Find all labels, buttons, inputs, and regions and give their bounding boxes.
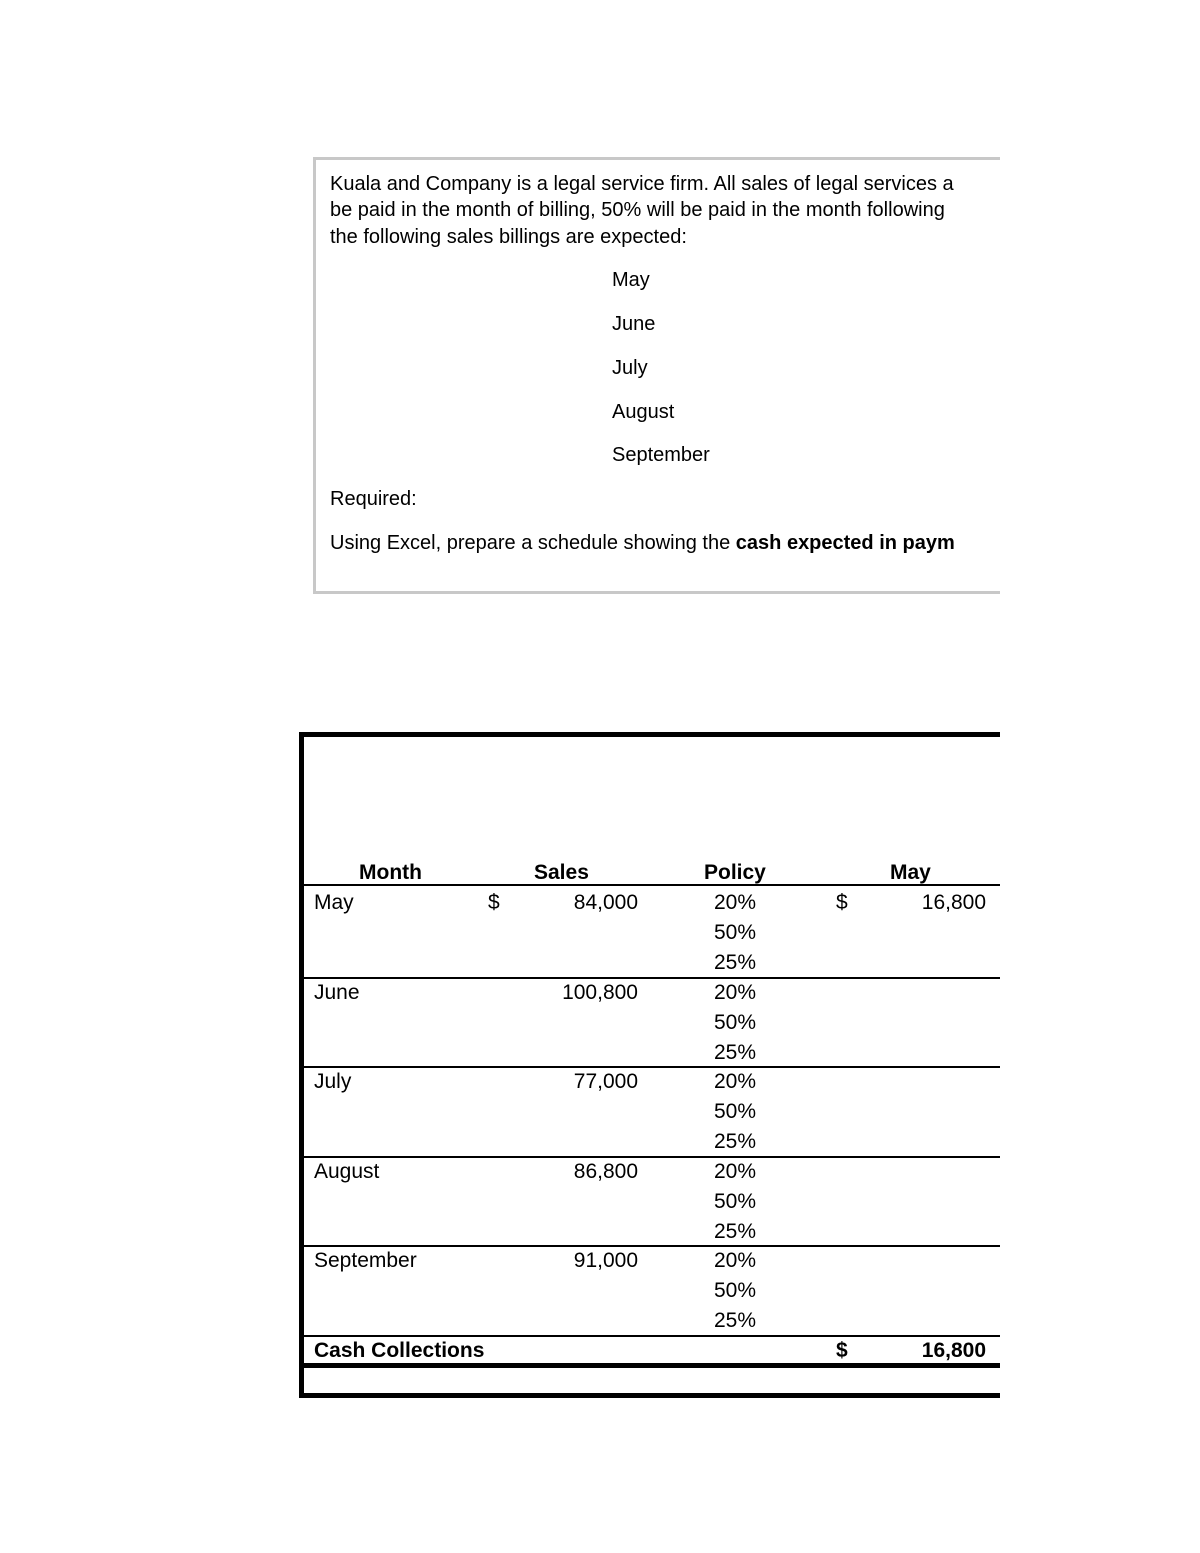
sales-june: 100,800 [562, 981, 638, 1004]
sales-july: 77,000 [573, 1070, 638, 1093]
sales-august: 86,800 [573, 1160, 638, 1183]
policy-july-3: 25% [714, 1130, 757, 1153]
policy-august-1: 20% [714, 1160, 757, 1183]
total-dollar-sign: $ [836, 1339, 848, 1362]
billing-month-july: July [612, 357, 648, 379]
policy-august-3: 25% [714, 1220, 757, 1243]
page-crop-edge [1000, 0, 1200, 1553]
cash-collections-schedule [299, 732, 1019, 1398]
row-divider [304, 977, 1019, 979]
policy-july-2: 50% [714, 1100, 757, 1123]
problem-statement-box [313, 157, 1013, 594]
sales-september: 91,000 [573, 1249, 638, 1272]
row-divider [304, 1066, 1019, 1068]
policy-september-2: 50% [714, 1279, 757, 1302]
billing-month-september: September [612, 444, 710, 466]
header-may: May [890, 861, 931, 884]
row-divider [304, 1156, 1019, 1158]
policy-may-3: 25% [714, 951, 757, 974]
policy-may-2: 50% [714, 921, 757, 944]
policy-june-1: 20% [714, 981, 757, 1004]
policy-july-1: 20% [714, 1070, 757, 1093]
policy-september-1: 20% [714, 1249, 757, 1272]
row-month-september: September [314, 1249, 417, 1272]
header-month: Month [359, 861, 422, 884]
sales-dollar-sign: $ [488, 891, 500, 914]
total-double-underline [304, 1363, 1019, 1368]
billing-month-august: August [612, 401, 675, 423]
policy-september-3: 25% [714, 1309, 757, 1332]
sales-may: 84,000 [573, 891, 638, 914]
instruction-prefix: Using Excel, prepare a schedule showing the [330, 532, 736, 554]
header-sales: Sales [534, 861, 589, 884]
row-month-august: August [314, 1160, 380, 1183]
policy-june-3: 25% [714, 1041, 757, 1064]
header-divider [304, 884, 1019, 886]
policy-june-2: 50% [714, 1011, 757, 1034]
total-divider [304, 1335, 1019, 1337]
row-month-may: May [314, 891, 354, 914]
policy-may-1: 20% [714, 891, 757, 914]
billing-month-june: June [612, 313, 656, 335]
problem-line-3: the following sales billings are expected: [330, 226, 687, 248]
policy-august-2: 50% [714, 1190, 757, 1213]
total-may: 16,800 [921, 1339, 986, 1362]
problem-line-2: be paid in the month of billing, 50% will be paid in the month following [330, 199, 945, 221]
total-label: Cash Collections [314, 1339, 485, 1362]
may-dollar-sign: $ [836, 891, 848, 914]
required-label: Required: [330, 488, 417, 510]
header-policy: Policy [704, 861, 766, 884]
may-collection-may: 16,800 [921, 891, 986, 914]
row-month-july: July [314, 1070, 352, 1093]
instruction-text [330, 531, 955, 555]
row-month-june: June [314, 981, 360, 1004]
instruction-bold: cash expected in paym [735, 532, 955, 554]
row-divider [304, 1245, 1019, 1247]
billing-month-may: May [612, 269, 650, 291]
problem-line-1: Kuala and Company is a legal service firm. All sales of legal services a [330, 173, 954, 195]
